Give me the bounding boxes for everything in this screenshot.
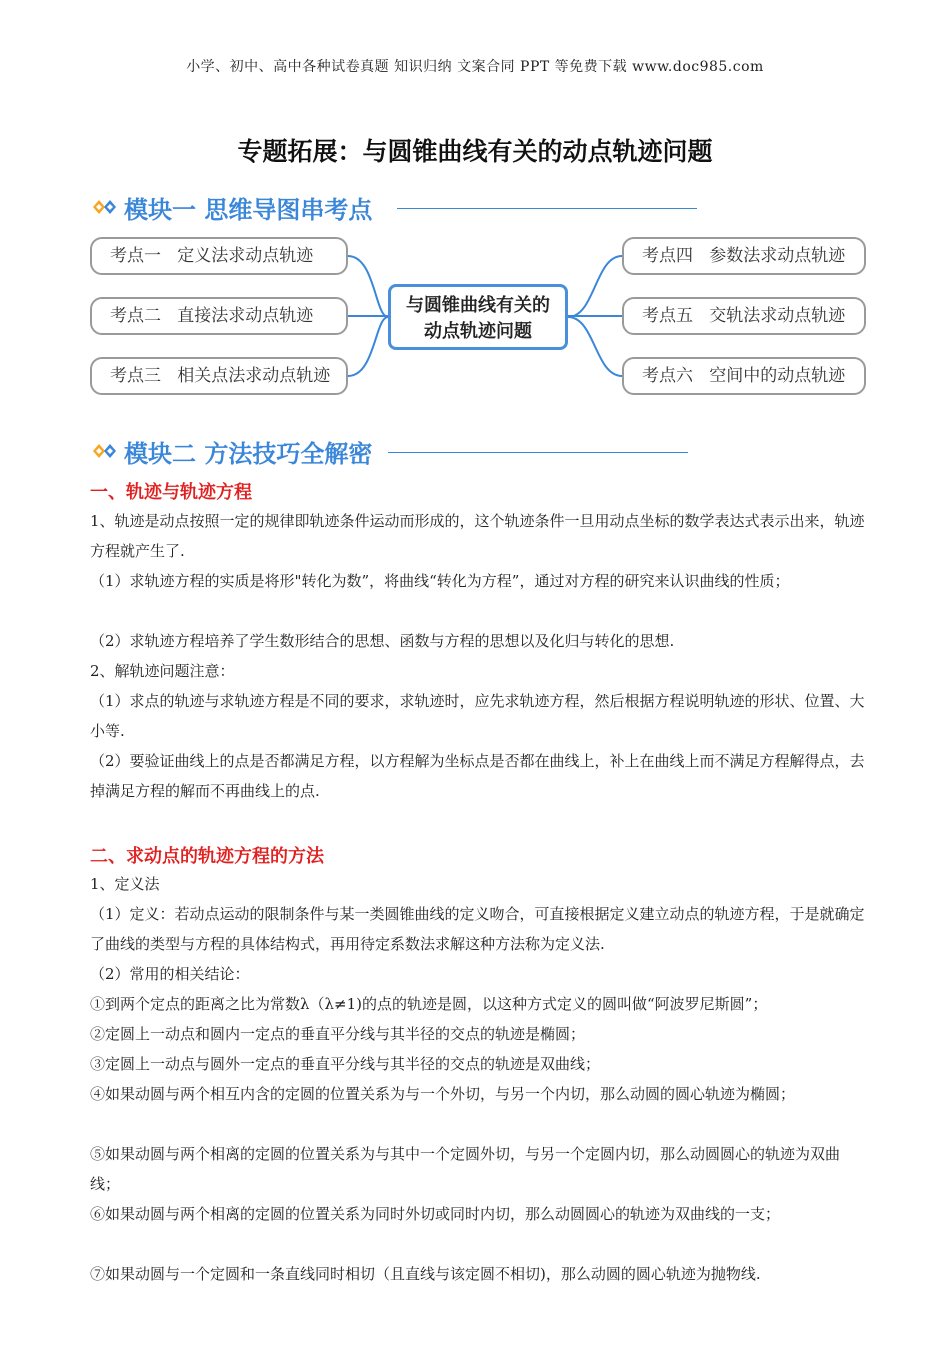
mind-map-center-line1: 与圆锥曲线有关的 (406, 295, 550, 316)
module-one-rule (397, 208, 697, 209)
section-one-p4: 2、解轨迹问题注意： (90, 662, 235, 680)
section-one-p1: 1、轨迹是动点按照一定的规律即轨迹条件运动而形成的，这个轨迹条件一旦用动点坐标的数学表达式表示出来，轨迹方程就产生了. (90, 512, 865, 560)
mind-map-node-6: 考点六 空间中的动点轨迹 (622, 357, 866, 395)
section-one-p5: （1）求点的轨迹与求轨迹方程是不同的要求，求轨迹时，应先求轨迹方程，然后根据方程说明轨迹的形状、位置、大小等. (90, 692, 865, 740)
module-one-label: 模块一 思维导图串考点 (124, 196, 373, 224)
section-two-p1: 1、定义法 (90, 875, 160, 893)
module-two-heading (92, 434, 712, 468)
section-one-p6: （2）要验证曲线上的点是否都满足方程，以方程解为坐标点是否都在曲线上，补上在曲线上而不满足方程解得点，去掉满足方程的解而不再曲线上的点. (90, 752, 865, 800)
double-diamond-icon (92, 443, 118, 459)
list-item: ④如果动圆与两个相互内含的定圆的位置关系为与一个外切，与另一个内切，那么动圆的圆心轨迹为椭圆； (90, 1085, 796, 1103)
module-one-heading (92, 190, 712, 224)
list-item: ⑦如果动圆与一个定圆和一条直线同时相切（且直线与该定圆不相切)，那么动圆的圆心轨迹为抛物线. (90, 1265, 761, 1283)
module-two-label: 模块二 方法技巧全解密 (124, 440, 373, 468)
mind-map-center (388, 284, 568, 350)
section-two-title: 二、求动点的轨迹方程的方法 (90, 846, 324, 867)
list-item: ③定圆上一动点与圆外一定点的垂直平分线与其半径的交点的轨迹是双曲线； (90, 1055, 601, 1073)
list-item: ②定圆上一动点和圆内一定点的垂直平分线与其半径的交点的轨迹是椭圆； (90, 1025, 586, 1043)
header-banner: 小学、初中、高中各种试卷真题 知识归纳 文案合同 PPT 等免费下载 www.doc985.com (186, 59, 764, 75)
double-diamond-icon (92, 199, 118, 215)
section-one-p2: （1）求轨迹方程的实质是将形"转化为数”，将曲线“转化为方程”，通过对方程的研究来认识曲线的性质； (90, 572, 790, 590)
mind-map-node-5: 考点五 交轨法求动点轨迹 (622, 297, 866, 335)
mind-map (90, 232, 868, 396)
mind-map-node-4: 考点四 参数法求动点轨迹 (622, 237, 866, 275)
list-item: ①到两个定点的距离之比为常数λ（λ≠1)的点的轨迹是圆，以这种方式定义的圆叫做“阿波罗尼斯圆”； (90, 995, 768, 1013)
section-two-p2: （1）定义：若动点运动的限制条件与某一类圆锥曲线的定义吻合，可直接根据定义建立动点的轨迹方程，于是就确定了曲线的类型与方程的具体结构式，再用待定系数法求解这种方法称为定义法. (90, 905, 865, 953)
section-one-p3: （2）求轨迹方程培养了学生数形结合的思想、函数与方程的思想以及化归与转化的思想. (90, 632, 675, 650)
list-item: ⑥如果动圆与两个相离的定圆的位置关系为同时外切或同时内切，那么动圆圆心的轨迹为双曲线的一支； (90, 1205, 781, 1223)
mind-map-center-line2: 动点轨迹问题 (424, 321, 532, 342)
document-title: 专题拓展：与圆锥曲线有关的动点轨迹问题 (237, 137, 713, 166)
section-one-title: 一、轨迹与轨迹方程 (90, 482, 252, 503)
mind-map-node-3: 考点三 相关点法求动点轨迹 (90, 357, 348, 395)
module-two-rule (388, 452, 688, 453)
section-two-p3: （2）常用的相关结论： (90, 965, 250, 983)
mind-map-node-1: 考点一 定义法求动点轨迹 (90, 237, 348, 275)
list-item: ⑤如果动圆与两个相离的定圆的位置关系为与其中一个定圆外切，与另一个定圆内切，那么动圆圆心的轨迹为双曲线； (90, 1145, 841, 1193)
mind-map-node-2: 考点二 直接法求动点轨迹 (90, 297, 348, 335)
